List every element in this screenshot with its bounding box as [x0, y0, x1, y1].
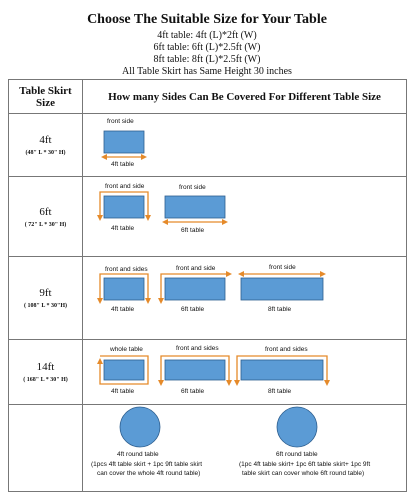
table-size-label: 4ft table — [111, 161, 135, 168]
table-shape — [165, 278, 225, 300]
table-row-14ft — [9, 340, 407, 405]
spec-line-height: All Table Skirt has Same Height 30 inches — [122, 66, 292, 77]
size-cell — [9, 114, 83, 177]
table-size-label: 6ft table — [181, 306, 205, 313]
table-row-4ft — [9, 114, 407, 177]
diagram-cell — [83, 405, 407, 492]
table-size-label: 6ft table — [181, 388, 205, 395]
header-row — [9, 80, 407, 114]
coverage-label: whole table — [110, 346, 143, 353]
spec-line-4ft: 4ft table: 4ft (L)*2ft (W) — [157, 30, 257, 41]
table-row-round — [9, 405, 407, 492]
table-size-label: 8ft table — [268, 306, 292, 313]
coverage-label: front and sides — [176, 345, 219, 352]
column-header-sides: How many Sides Can Be Covered For Different Table Size — [83, 80, 407, 114]
table-shape — [104, 196, 144, 218]
coverage-label: front side — [269, 264, 296, 271]
size-label: 14ft — [36, 361, 55, 373]
size-cell — [9, 257, 83, 340]
table-size-label: 4ft table — [111, 225, 135, 232]
diagram-cell — [83, 257, 407, 340]
coverage-label: front and side — [105, 183, 145, 190]
coverage-label: front and sides — [105, 266, 148, 273]
coverage-label: front and sides — [265, 346, 308, 353]
table-shape — [241, 360, 323, 380]
coverage-label: front and side — [176, 265, 216, 272]
column-header-size: Table Skirt Size — [9, 80, 83, 114]
table-shape — [104, 131, 144, 153]
round-table-label: 4ft round table — [117, 451, 159, 458]
size-cell — [9, 177, 83, 257]
table-shape — [165, 196, 225, 218]
table-shape — [241, 278, 323, 300]
size-label: 4ft — [39, 134, 52, 146]
size-dimensions: ( 168" L * 30" H) — [23, 377, 68, 383]
table-size-label: 8ft table — [268, 388, 292, 395]
size-cell — [9, 405, 83, 492]
round-table-note: can cover the whole 4ft round table) — [97, 470, 201, 477]
round-table-4ft — [120, 407, 160, 447]
table-row-6ft — [9, 177, 407, 257]
coverage-label: front side — [179, 184, 206, 191]
coverage-label: front side — [107, 118, 134, 125]
diagram-cell — [83, 114, 407, 177]
size-table — [8, 79, 407, 492]
size-label: 6ft — [39, 205, 52, 218]
page-title: Choose The Suitable Size for Your Table — [87, 12, 327, 27]
diagram-cell — [83, 340, 407, 405]
size-dimensions: ( 108" L * 30"H) — [24, 303, 67, 309]
table-shape — [104, 278, 144, 300]
round-table-note: (1pc 4ft table skirt+ 1pc 6ft table skirt+ 1pc 9ft — [239, 461, 371, 468]
spec-line-6ft: 6ft table: 6ft (L)*2.5ft (W) — [153, 42, 261, 53]
diagram-round-tables — [83, 405, 408, 492]
size-cell — [9, 340, 83, 405]
table-size-label: 4ft table — [111, 306, 135, 313]
round-table-6ft — [277, 407, 317, 447]
diagram-cell — [83, 177, 407, 257]
size-dimensions: ( 72" L * 30" H) — [24, 221, 67, 228]
table-size-label: 4ft table — [111, 388, 135, 395]
table-shape — [165, 360, 225, 380]
round-table-label: 6ft round table — [276, 451, 318, 458]
round-table-note: (1pcs 4ft table skirt + 1pc 9ft table skirt — [91, 461, 203, 468]
table-size-label: 6ft table — [181, 227, 205, 234]
spec-line-8ft: 8ft table: 8ft (L)*2.5ft (W) — [153, 54, 261, 65]
size-dimensions: (48" L * 30" H) — [25, 150, 66, 156]
table-row-9ft — [9, 257, 407, 340]
size-label: 9ft — [39, 287, 52, 299]
round-table-note: table skirt can cover whole 6ft round table) — [242, 470, 365, 477]
table-shape — [104, 360, 144, 380]
